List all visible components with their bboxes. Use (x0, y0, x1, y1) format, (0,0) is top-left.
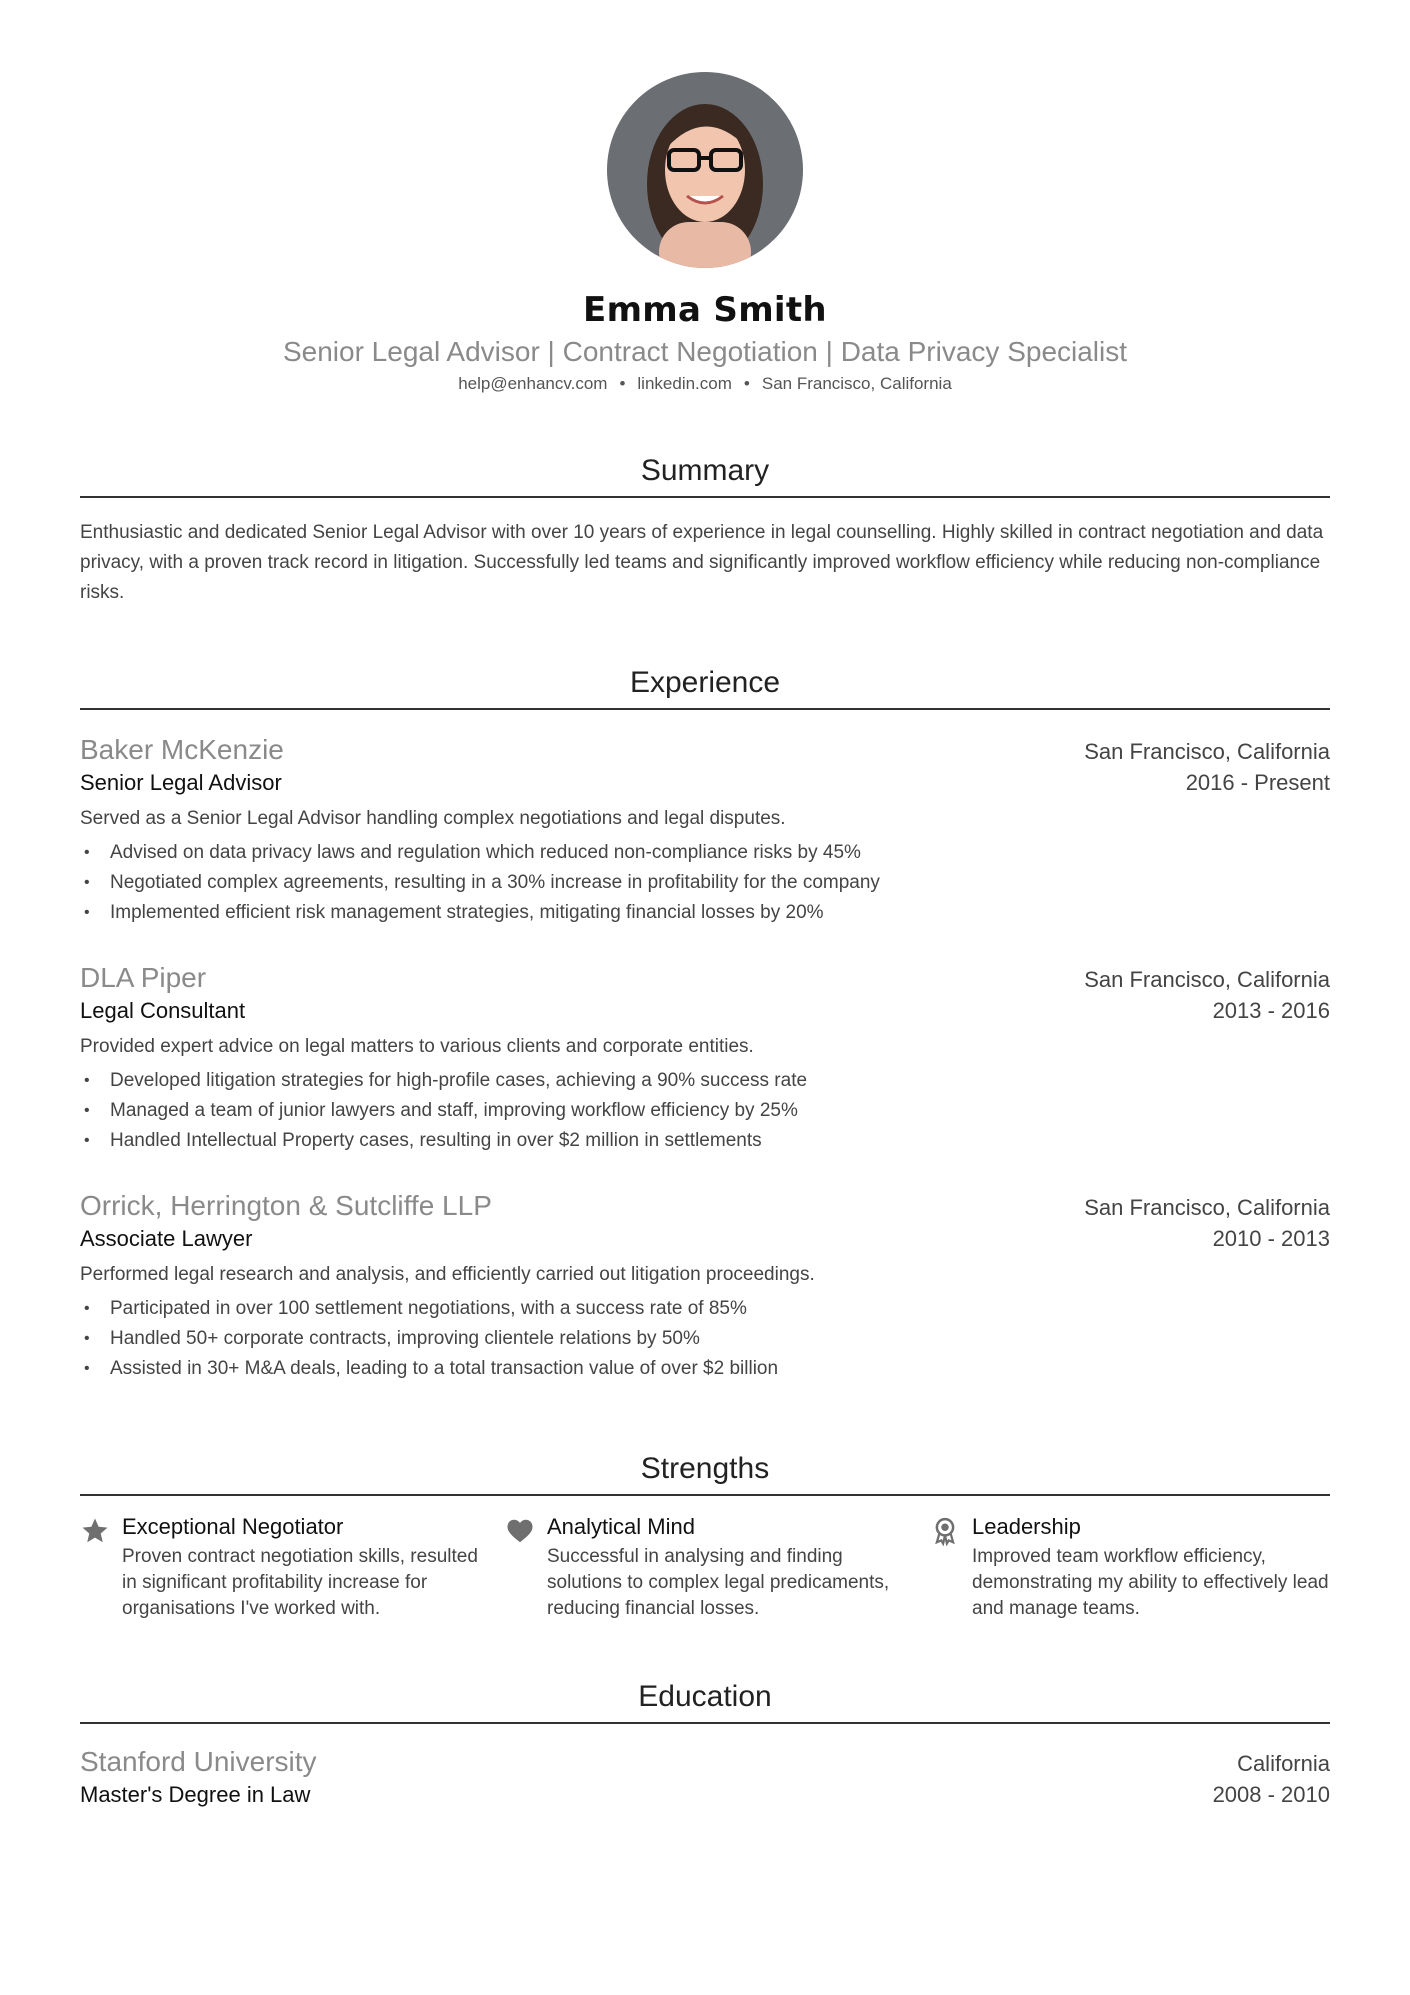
education-school: Stanford University (80, 1746, 317, 1777)
section-title-experience: Experience (80, 666, 1330, 710)
heart-icon (505, 1514, 547, 1622)
strength-item (930, 1514, 1330, 1622)
job-company: Baker McKenzie (80, 734, 284, 765)
list-item: • Implemented efficient risk management strategies, mitigating financial losses by 20% (80, 898, 1330, 928)
profile-photo (607, 72, 803, 268)
job-bullets (80, 1066, 1330, 1156)
list-item: • Handled Intellectual Property cases, resulting in over $2 million in settlements (80, 1126, 1330, 1156)
education-entry (80, 1746, 1330, 1808)
education-degree: Master's Degree in Law (80, 1782, 311, 1807)
list-item: • Participated in over 100 settlement negotiations, with a success rate of 85% (80, 1294, 1330, 1324)
strengths-section (80, 1452, 1330, 1622)
strength-title: Exceptional Negotiator (122, 1514, 344, 1539)
contact-linkedin[interactable]: linkedin.com (637, 374, 732, 393)
resume-header (80, 0, 1330, 394)
star-icon (80, 1514, 122, 1622)
job-location: San Francisco, California (1084, 967, 1330, 992)
contact-email[interactable]: help@enhancv.com (458, 374, 608, 393)
summary-section (80, 454, 1330, 608)
job-company: DLA Piper (80, 962, 207, 993)
list-item: • Assisted in 30+ M&A deals, leading to a total transaction value of over $2 billion (80, 1354, 1330, 1384)
section-title-education: Education (80, 1680, 1330, 1724)
strength-item (505, 1514, 905, 1622)
summary-text: Enthusiastic and dedicated Senior Legal Advisor with over 10 years of experience in legal counselling. Highly skilled in contract negotiation and data privacy, with a proven track record in litigation. Successfully led teams and significantly improved workflow efficiency while reducing non-compliance risks. (80, 522, 1324, 603)
list-item: • Developed litigation strategies for high-profile cases, achieving a 90% success rate (80, 1066, 1330, 1096)
strength-title: Leadership (972, 1514, 1081, 1539)
job-entry (80, 1190, 1330, 1384)
education-location: California (1237, 1751, 1330, 1776)
education-dates: 2008 - 2010 (1212, 1782, 1330, 1807)
job-entry (80, 962, 1330, 1156)
strength-title: Analytical Mind (547, 1514, 695, 1539)
candidate-tagline: Senior Legal Advisor | Contract Negotiation | Data Privacy Specialist (282, 336, 1128, 367)
section-title-strengths: Strengths (80, 1452, 1330, 1496)
education-section (80, 1680, 1330, 1808)
section-title-summary: Summary (80, 454, 1330, 498)
job-role: Associate Lawyer (80, 1226, 253, 1251)
job-bullets (80, 1294, 1330, 1384)
avatar (607, 72, 803, 268)
job-location: San Francisco, California (1084, 1195, 1330, 1220)
job-dates: 2013 - 2016 (1212, 998, 1330, 1023)
job-description: Served as a Senior Legal Advisor handling complex negotiations and legal disputes. (80, 808, 786, 829)
separator-dot: • (619, 374, 626, 393)
list-item: • Handled 50+ corporate contracts, improving clientele relations by 50% (80, 1324, 1330, 1354)
experience-section (80, 666, 1330, 1384)
job-location: San Francisco, California (1084, 739, 1330, 764)
strength-description: Successful in analysing and finding solutions to complex legal predicaments, reducing financial losses. (547, 1546, 890, 1619)
job-entry (80, 734, 1330, 928)
job-dates: 2016 - Present (1185, 770, 1330, 795)
list-item: • Managed a team of junior lawyers and staff, improving workflow efficiency by 25% (80, 1096, 1330, 1126)
job-role: Senior Legal Advisor (80, 770, 282, 795)
job-company: Orrick, Herrington & Sutcliffe LLP (80, 1190, 492, 1221)
candidate-name: Emma Smith (583, 290, 827, 330)
list-item: • Negotiated complex agreements, resulting in a 30% increase in profitability for the company (80, 868, 1330, 898)
job-dates: 2010 - 2013 (1212, 1226, 1330, 1251)
job-bullets (80, 838, 1330, 928)
strengths-grid (80, 1514, 1330, 1622)
job-description: Performed legal research and analysis, and efficiently carried out litigation proceedings. (80, 1264, 815, 1285)
strength-item (80, 1514, 480, 1622)
list-item: • Advised on data privacy laws and regulation which reduced non-compliance risks by 45% (80, 838, 1330, 868)
contact-line (80, 374, 1330, 394)
award-ribbon-icon (930, 1514, 972, 1622)
strength-description: Improved team workflow efficiency, demonstrating my ability to effectively lead and manage teams. (972, 1546, 1329, 1619)
job-role: Legal Consultant (80, 998, 246, 1023)
strength-description: Proven contract negotiation skills, resulted in significant profitability increase for organisations I've worked with. (122, 1546, 478, 1619)
contact-location: San Francisco, California (761, 374, 952, 393)
job-description: Provided expert advice on legal matters to various clients and corporate entities. (80, 1036, 754, 1057)
separator-dot: • (743, 374, 750, 393)
